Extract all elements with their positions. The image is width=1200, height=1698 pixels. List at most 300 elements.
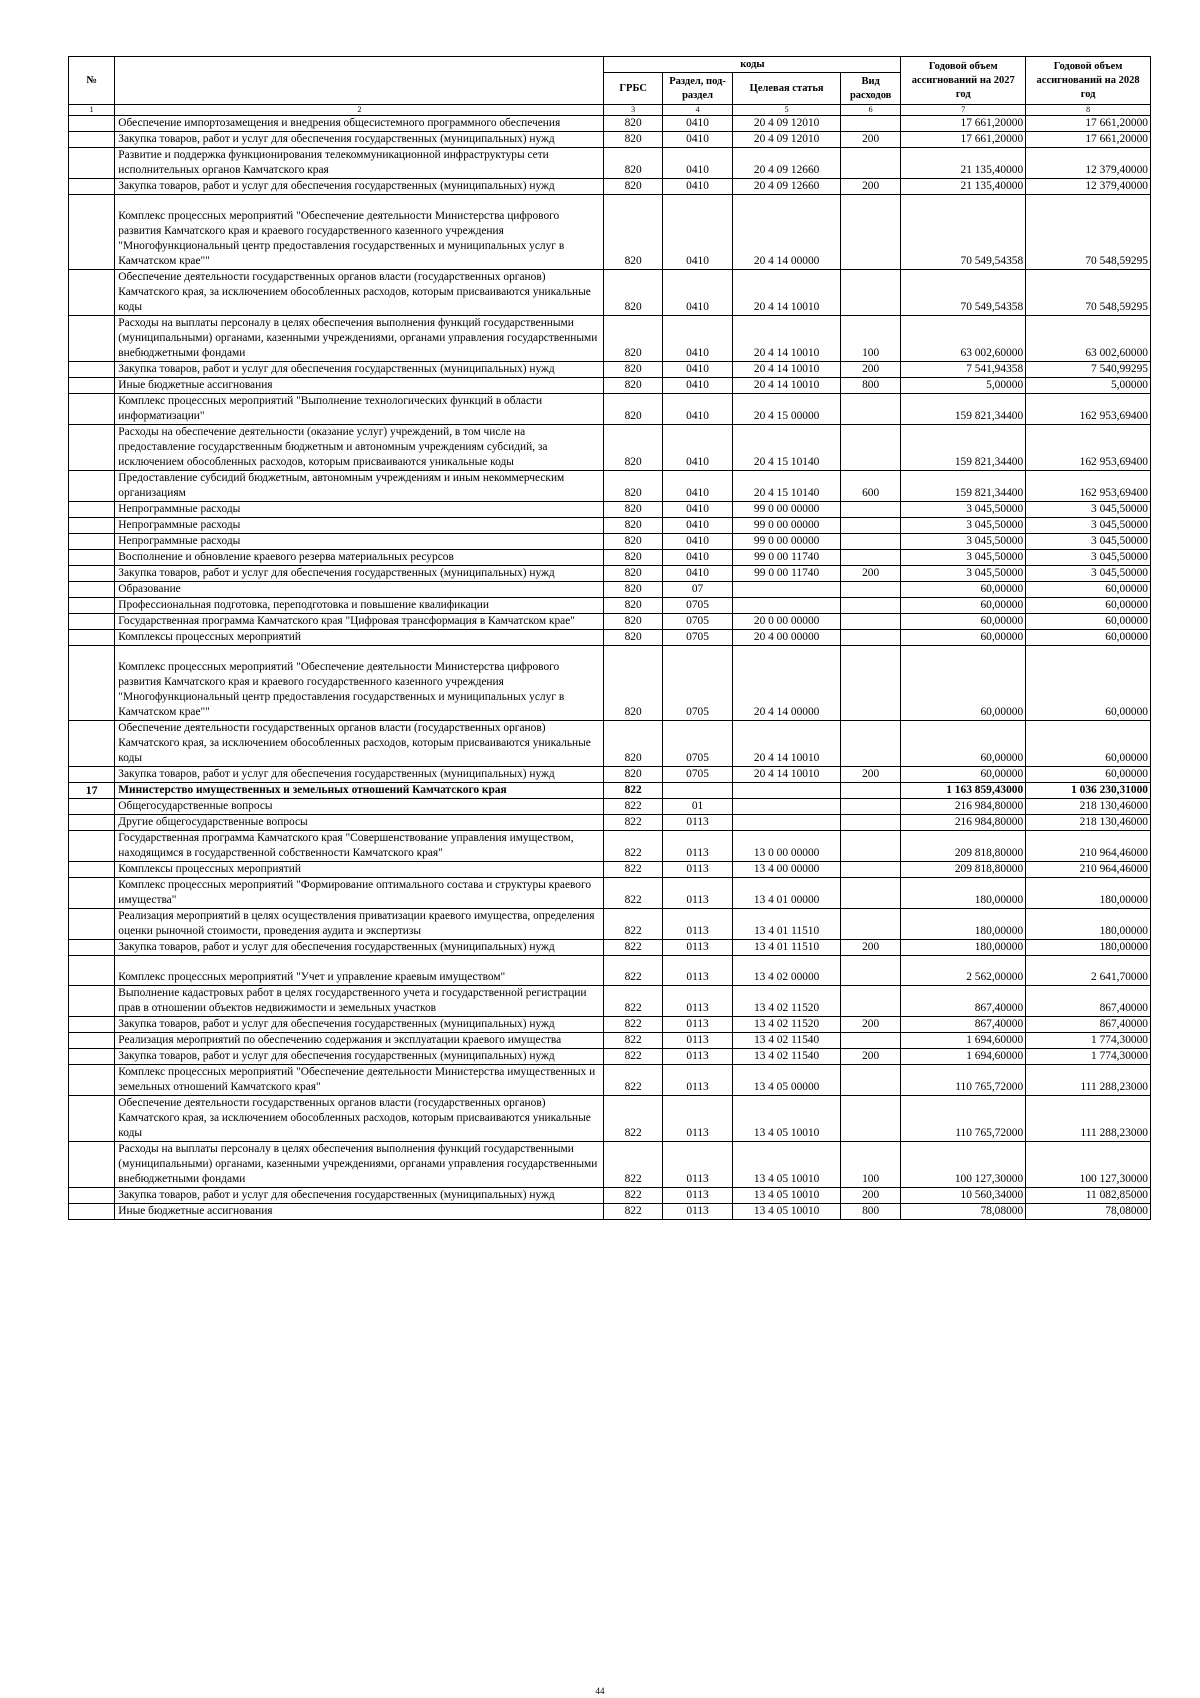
row-number	[69, 956, 115, 986]
budget-table	[68, 56, 1151, 1220]
row-target: 99 0 00 00000	[733, 502, 841, 518]
header-2027: Годовой объем ассигнований на 2027 год	[901, 57, 1026, 105]
row-number	[69, 767, 115, 783]
row-grbs: 822	[604, 831, 662, 862]
row-number	[69, 471, 115, 502]
row-section: 0113	[662, 1033, 732, 1049]
row-2027: 17 661,20000	[901, 116, 1026, 132]
row-section: 0113	[662, 862, 732, 878]
row-grbs: 822	[604, 940, 662, 956]
table-row	[69, 566, 1151, 582]
row-vid	[840, 862, 900, 878]
row-name: Иные бюджетные ассигнования	[115, 1204, 604, 1220]
row-target: 13 4 05 10010	[733, 1142, 841, 1188]
row-2028: 111 288,23000	[1026, 1065, 1151, 1096]
row-number	[69, 1033, 115, 1049]
row-2027: 70 549,54358	[901, 270, 1026, 316]
col-num-6: 6	[840, 105, 900, 116]
row-grbs: 822	[604, 986, 662, 1017]
row-number	[69, 815, 115, 831]
row-target	[733, 582, 841, 598]
row-2028: 162 953,69400	[1026, 471, 1151, 502]
row-name: Иные бюджетные ассигнования	[115, 378, 604, 394]
header-num: №	[69, 57, 115, 105]
row-grbs: 820	[604, 148, 662, 179]
row-vid	[840, 986, 900, 1017]
row-grbs: 822	[604, 815, 662, 831]
row-2028: 60,00000	[1026, 721, 1151, 767]
row-section: 0410	[662, 394, 732, 425]
row-2027: 10 560,34000	[901, 1188, 1026, 1204]
row-2028: 60,00000	[1026, 598, 1151, 614]
row-section: 0410	[662, 518, 732, 534]
row-vid: 200	[840, 1049, 900, 1065]
row-name: Образование	[115, 582, 604, 598]
table-row	[69, 940, 1151, 956]
table-row	[69, 1096, 1151, 1142]
row-name: Комплексы процессных мероприятий	[115, 862, 604, 878]
budget-page	[68, 56, 1151, 1220]
table-row	[69, 783, 1151, 799]
row-section: 0113	[662, 1017, 732, 1033]
row-number	[69, 1096, 115, 1142]
header-target: Целевая статья	[733, 73, 841, 105]
row-grbs: 820	[604, 362, 662, 378]
table-row	[69, 1065, 1151, 1096]
row-vid: 200	[840, 132, 900, 148]
row-number	[69, 502, 115, 518]
row-grbs: 820	[604, 630, 662, 646]
row-2028: 867,40000	[1026, 986, 1151, 1017]
row-number	[69, 614, 115, 630]
row-target: 20 4 15 10140	[733, 425, 841, 471]
row-2028: 70 548,59295	[1026, 270, 1151, 316]
row-grbs: 820	[604, 471, 662, 502]
row-number	[69, 195, 115, 270]
row-section: 0113	[662, 1049, 732, 1065]
row-2028: 60,00000	[1026, 582, 1151, 598]
row-2027: 3 045,50000	[901, 518, 1026, 534]
row-section: 0410	[662, 534, 732, 550]
row-grbs: 820	[604, 721, 662, 767]
row-2028: 63 002,60000	[1026, 316, 1151, 362]
row-vid	[840, 831, 900, 862]
row-number	[69, 909, 115, 940]
col-num-5: 5	[733, 105, 841, 116]
row-vid	[840, 518, 900, 534]
row-target: 99 0 00 11740	[733, 566, 841, 582]
row-2028: 1 774,30000	[1026, 1049, 1151, 1065]
row-grbs: 822	[604, 1204, 662, 1220]
row-target: 20 4 14 10010	[733, 767, 841, 783]
table-row	[69, 550, 1151, 566]
row-number	[69, 862, 115, 878]
row-vid	[840, 425, 900, 471]
row-2027: 60,00000	[901, 721, 1026, 767]
row-section: 0113	[662, 986, 732, 1017]
row-2027: 60,00000	[901, 767, 1026, 783]
row-section: 0410	[662, 502, 732, 518]
row-target: 99 0 00 11740	[733, 550, 841, 566]
row-number	[69, 378, 115, 394]
row-grbs: 822	[604, 956, 662, 986]
row-grbs: 820	[604, 518, 662, 534]
row-2027: 159 821,34400	[901, 394, 1026, 425]
row-number	[69, 878, 115, 909]
row-target: 20 4 14 10010	[733, 316, 841, 362]
row-number	[69, 1049, 115, 1065]
row-vid	[840, 270, 900, 316]
table-row	[69, 1142, 1151, 1188]
row-vid	[840, 799, 900, 815]
row-grbs: 820	[604, 116, 662, 132]
row-number	[69, 566, 115, 582]
row-target: 20 0 00 00000	[733, 614, 841, 630]
row-name: Обеспечение импортозамещения и внедрения общесистемного программного обеспечения	[115, 116, 604, 132]
row-section	[662, 783, 732, 799]
row-2028: 70 548,59295	[1026, 195, 1151, 270]
row-vid	[840, 1065, 900, 1096]
row-2028: 5,00000	[1026, 378, 1151, 394]
table-row	[69, 630, 1151, 646]
row-2027: 216 984,80000	[901, 815, 1026, 831]
row-target: 13 4 02 11520	[733, 986, 841, 1017]
row-2027: 180,00000	[901, 940, 1026, 956]
row-section: 0410	[662, 270, 732, 316]
table-row	[69, 502, 1151, 518]
row-grbs: 820	[604, 598, 662, 614]
row-2027: 60,00000	[901, 630, 1026, 646]
row-number	[69, 721, 115, 767]
row-2027: 216 984,80000	[901, 799, 1026, 815]
row-section: 0410	[662, 179, 732, 195]
table-row	[69, 1049, 1151, 1065]
row-name: Закупка товаров, работ и услуг для обеспечения государственных (муниципальных) нужд	[115, 767, 604, 783]
row-2027: 110 765,72000	[901, 1065, 1026, 1096]
row-name: Непрограммные расходы	[115, 534, 604, 550]
row-target: 20 4 15 10140	[733, 471, 841, 502]
row-2028: 210 964,46000	[1026, 862, 1151, 878]
row-name: Закупка товаров, работ и услуг для обеспечения государственных (муниципальных) нужд	[115, 566, 604, 582]
row-number	[69, 799, 115, 815]
row-grbs: 822	[604, 1017, 662, 1033]
table-row	[69, 862, 1151, 878]
row-target: 99 0 00 00000	[733, 518, 841, 534]
row-vid: 600	[840, 471, 900, 502]
row-grbs: 820	[604, 394, 662, 425]
row-name: Выполнение кадастровых работ в целях государственного учета и государственной регистрации прав в отношении объектов недвижимости и земельных участков	[115, 986, 604, 1017]
row-section: 0410	[662, 132, 732, 148]
table-row	[69, 767, 1151, 783]
row-number	[69, 148, 115, 179]
row-vid	[840, 582, 900, 598]
table-row	[69, 956, 1151, 986]
row-section: 0705	[662, 646, 732, 721]
row-name: Комплекс процессных мероприятий "Формирование оптимального состава и структуры краевого имущества"	[115, 878, 604, 909]
row-grbs: 820	[604, 378, 662, 394]
row-name: Комплекс процессных мероприятий "Обеспечение деятельности Министерства цифрового развития Камчатского края и краевого государственного казенного учреждения "Многофункциональный центр предоставления государственных и муниципальных услуг в Камчатском крае""	[115, 195, 604, 270]
table-row	[69, 471, 1151, 502]
row-vid: 100	[840, 316, 900, 362]
row-vid: 200	[840, 1017, 900, 1033]
row-2027: 1 163 859,43000	[901, 783, 1026, 799]
row-number	[69, 132, 115, 148]
row-2027: 3 045,50000	[901, 534, 1026, 550]
row-2028: 60,00000	[1026, 767, 1151, 783]
row-target: 13 4 02 11540	[733, 1033, 841, 1049]
row-target: 20 4 14 00000	[733, 646, 841, 721]
row-target	[733, 783, 841, 799]
row-grbs: 822	[604, 909, 662, 940]
col-num-4: 4	[662, 105, 732, 116]
row-section: 0113	[662, 1142, 732, 1188]
header-2028: Годовой объем ассигнований на 2028 год	[1026, 57, 1151, 105]
row-target: 13 4 02 11520	[733, 1017, 841, 1033]
table-row	[69, 1017, 1151, 1033]
row-vid	[840, 502, 900, 518]
row-vid: 100	[840, 1142, 900, 1188]
row-2028: 60,00000	[1026, 630, 1151, 646]
row-name: Расходы на выплаты персоналу в целях обеспечения выполнения функций государственными (муниципальными) органами, казенными учреждениями, органами управления государственными внебюджетными фондами	[115, 1142, 604, 1188]
row-2028: 3 045,50000	[1026, 518, 1151, 534]
row-target: 20 4 00 00000	[733, 630, 841, 646]
row-number	[69, 518, 115, 534]
row-name: Расходы на обеспечение деятельности (оказание услуг) учреждений, в том числе на предоставление государственным бюджетным и автономным учреждениям субсидий, за исключением обособленных расходов, которым присваиваются уникальные коды	[115, 425, 604, 471]
row-2027: 60,00000	[901, 582, 1026, 598]
row-section: 0113	[662, 956, 732, 986]
table-row	[69, 582, 1151, 598]
table-row	[69, 909, 1151, 940]
table-row	[69, 425, 1151, 471]
row-name: Реализация мероприятий в целях осуществления приватизации краевого имущества, определения оценки рыночной стоимости, проведения аудита и экспертизы	[115, 909, 604, 940]
row-section: 0705	[662, 767, 732, 783]
row-vid: 800	[840, 1204, 900, 1220]
row-number	[69, 598, 115, 614]
row-grbs: 820	[604, 582, 662, 598]
page-number: 44	[595, 1686, 605, 1696]
row-2028: 3 045,50000	[1026, 550, 1151, 566]
row-section: 0113	[662, 940, 732, 956]
row-section: 0113	[662, 1204, 732, 1220]
row-vid: 800	[840, 378, 900, 394]
row-vid	[840, 646, 900, 721]
row-vid	[840, 783, 900, 799]
row-grbs: 822	[604, 1049, 662, 1065]
row-vid	[840, 534, 900, 550]
row-2028: 11 082,85000	[1026, 1188, 1151, 1204]
col-num-8: 8	[1026, 105, 1151, 116]
row-vid	[840, 148, 900, 179]
row-grbs: 822	[604, 1142, 662, 1188]
row-target: 13 4 01 11510	[733, 940, 841, 956]
row-section: 0113	[662, 909, 732, 940]
row-2028: 60,00000	[1026, 646, 1151, 721]
row-vid	[840, 614, 900, 630]
row-number	[69, 630, 115, 646]
row-2028: 180,00000	[1026, 940, 1151, 956]
row-target: 20 4 15 00000	[733, 394, 841, 425]
row-name: Общегосударственные вопросы	[115, 799, 604, 815]
row-2027: 209 818,80000	[901, 831, 1026, 862]
row-2028: 218 130,46000	[1026, 815, 1151, 831]
row-name: Обеспечение деятельности государственных органов власти (государственных органов) Камчатского края, за исключением обособленных расходов, которым присваиваются уникальные коды	[115, 270, 604, 316]
row-2027: 5,00000	[901, 378, 1026, 394]
row-target: 20 4 09 12660	[733, 148, 841, 179]
row-name: Комплексы процессных мероприятий	[115, 630, 604, 646]
row-target: 13 4 05 10010	[733, 1188, 841, 1204]
row-number	[69, 1204, 115, 1220]
row-2027: 3 045,50000	[901, 566, 1026, 582]
row-vid: 200	[840, 1188, 900, 1204]
row-vid	[840, 878, 900, 909]
row-target: 13 4 01 00000	[733, 878, 841, 909]
row-number	[69, 316, 115, 362]
table-row	[69, 148, 1151, 179]
table-row	[69, 394, 1151, 425]
row-target: 20 4 09 12660	[733, 179, 841, 195]
row-name: Развитие и поддержка функционирования телекоммуникационной инфраструктуры сети исполнительных органов Камчатского края	[115, 148, 604, 179]
row-2028: 1 036 230,31000	[1026, 783, 1151, 799]
row-2028: 180,00000	[1026, 878, 1151, 909]
header-section: Раздел, под-раздел	[662, 73, 732, 105]
row-target: 99 0 00 00000	[733, 534, 841, 550]
row-target: 13 4 00 00000	[733, 862, 841, 878]
table-row	[69, 1188, 1151, 1204]
row-grbs: 820	[604, 179, 662, 195]
row-2028: 7 540,99295	[1026, 362, 1151, 378]
row-number	[69, 1065, 115, 1096]
row-2028: 60,00000	[1026, 614, 1151, 630]
table-row	[69, 1204, 1151, 1220]
row-2027: 180,00000	[901, 878, 1026, 909]
row-name: Комплекс процессных мероприятий "Выполнение технологических функций в области информатизации"	[115, 394, 604, 425]
table-row	[69, 815, 1151, 831]
row-target: 13 4 05 00000	[733, 1065, 841, 1096]
row-grbs: 822	[604, 1096, 662, 1142]
row-section: 0113	[662, 878, 732, 909]
table-row	[69, 986, 1151, 1017]
row-grbs: 820	[604, 195, 662, 270]
table-row	[69, 518, 1151, 534]
row-vid	[840, 630, 900, 646]
row-name: Профессиональная подготовка, переподготовка и повышение квалификации	[115, 598, 604, 614]
row-number	[69, 425, 115, 471]
row-number	[69, 1017, 115, 1033]
row-2028: 867,40000	[1026, 1017, 1151, 1033]
header-vid: Вид расходов	[840, 73, 900, 105]
table-row	[69, 614, 1151, 630]
row-grbs: 820	[604, 425, 662, 471]
row-vid	[840, 1033, 900, 1049]
row-name: Министерство имущественных и земельных отношений Камчатского края	[115, 783, 604, 799]
row-section: 0410	[662, 195, 732, 270]
row-section: 0705	[662, 721, 732, 767]
row-number: 17	[69, 783, 115, 799]
row-name: Закупка товаров, работ и услуг для обеспечения государственных (муниципальных) нужд	[115, 940, 604, 956]
row-section: 0410	[662, 550, 732, 566]
table-row	[69, 316, 1151, 362]
row-grbs: 820	[604, 646, 662, 721]
row-2028: 12 379,40000	[1026, 148, 1151, 179]
row-name: Другие общегосударственные вопросы	[115, 815, 604, 831]
table-header	[69, 57, 1151, 116]
header-codes: коды	[604, 57, 901, 73]
row-vid	[840, 815, 900, 831]
row-grbs: 820	[604, 270, 662, 316]
row-2027: 2 562,00000	[901, 956, 1026, 986]
table-row	[69, 831, 1151, 862]
row-grbs: 822	[604, 862, 662, 878]
row-name: Закупка товаров, работ и услуг для обеспечения государственных (муниципальных) нужд	[115, 1188, 604, 1204]
row-name: Предоставление субсидий бюджетным, автономным учреждениям и иным некоммерческим организациям	[115, 471, 604, 502]
row-grbs: 820	[604, 502, 662, 518]
row-name: Реализация мероприятий по обеспечению содержания и эксплуатации краевого имущества	[115, 1033, 604, 1049]
col-num-3: 3	[604, 105, 662, 116]
row-2027: 60,00000	[901, 614, 1026, 630]
row-vid: 200	[840, 179, 900, 195]
row-target: 20 4 14 10010	[733, 378, 841, 394]
row-vid	[840, 394, 900, 425]
row-section: 0705	[662, 630, 732, 646]
col-num-1: 1	[69, 105, 115, 116]
row-target: 13 4 05 10010	[733, 1204, 841, 1220]
row-grbs: 820	[604, 614, 662, 630]
row-number	[69, 116, 115, 132]
row-name: Восполнение и обновление краевого резерва материальных ресурсов	[115, 550, 604, 566]
row-name: Закупка товаров, работ и услуг для обеспечения государственных (муниципальных) нужд	[115, 1017, 604, 1033]
row-target: 20 4 14 00000	[733, 195, 841, 270]
row-2028: 17 661,20000	[1026, 116, 1151, 132]
row-vid: 200	[840, 940, 900, 956]
row-target: 20 4 14 10010	[733, 270, 841, 316]
row-target: 13 0 00 00000	[733, 831, 841, 862]
row-number	[69, 940, 115, 956]
table-row	[69, 270, 1151, 316]
row-vid: 200	[840, 362, 900, 378]
row-number	[69, 362, 115, 378]
row-section: 0410	[662, 566, 732, 582]
row-section: 0113	[662, 1096, 732, 1142]
row-2028: 162 953,69400	[1026, 394, 1151, 425]
row-vid	[840, 598, 900, 614]
row-2028: 218 130,46000	[1026, 799, 1151, 815]
row-grbs: 820	[604, 550, 662, 566]
row-vid	[840, 909, 900, 940]
row-grbs: 822	[604, 878, 662, 909]
table-row	[69, 878, 1151, 909]
table-row	[69, 799, 1151, 815]
table-row	[69, 378, 1151, 394]
row-2027: 867,40000	[901, 1017, 1026, 1033]
row-name: Закупка товаров, работ и услуг для обеспечения государственных (муниципальных) нужд	[115, 362, 604, 378]
table-row	[69, 132, 1151, 148]
row-2028: 2 641,70000	[1026, 956, 1151, 986]
row-grbs: 820	[604, 566, 662, 582]
row-2027: 21 135,40000	[901, 179, 1026, 195]
table-row	[69, 1033, 1151, 1049]
row-target: 20 4 09 12010	[733, 116, 841, 132]
row-name: Комплекс процессных мероприятий "Обеспечение деятельности Министерства цифрового развития Камчатского края и краевого государственного казенного учреждения "Многофункциональный центр предоставления государственных и муниципальных услуг в Камчатском крае""	[115, 646, 604, 721]
row-grbs: 822	[604, 1188, 662, 1204]
row-number	[69, 550, 115, 566]
row-section: 07	[662, 582, 732, 598]
row-section: 0113	[662, 815, 732, 831]
row-number	[69, 1188, 115, 1204]
row-vid: 200	[840, 566, 900, 582]
row-vid	[840, 721, 900, 767]
row-2028: 111 288,23000	[1026, 1096, 1151, 1142]
row-name: Непрограммные расходы	[115, 502, 604, 518]
